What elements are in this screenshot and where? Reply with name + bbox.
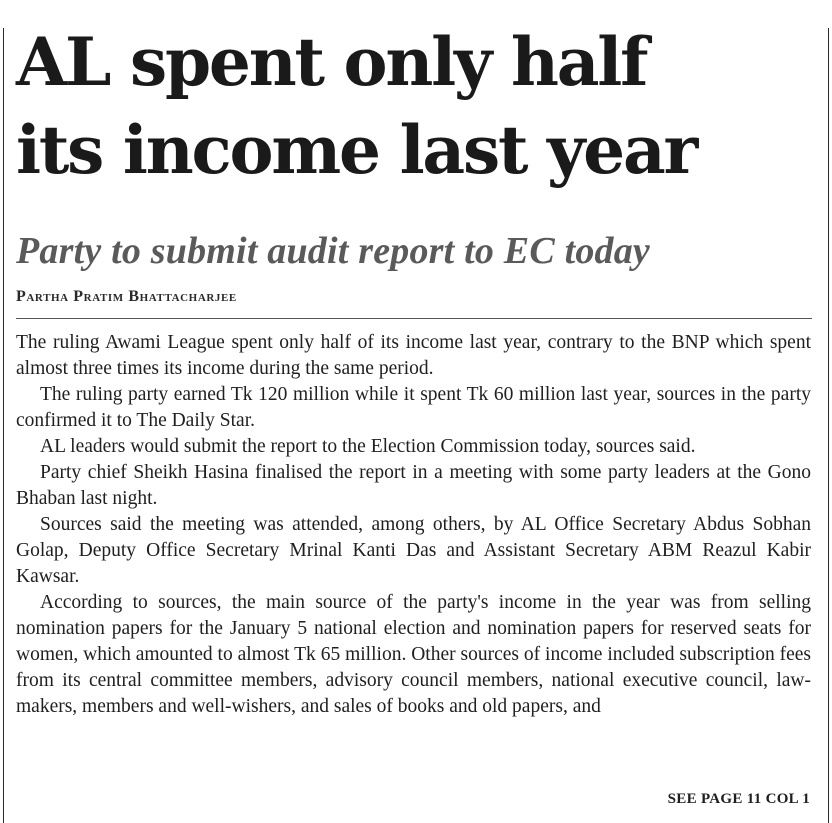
left-column-rule	[3, 28, 4, 823]
byline-divider	[16, 318, 812, 319]
subheadline: Party to submit audit report to EC today	[16, 230, 650, 272]
right-column-rule	[828, 28, 829, 823]
paragraph-1: The ruling Awami League spent only half of its income last year, contrary to the BNP which spent almost three times its income during the same period.	[16, 332, 811, 379]
paragraph-6: According to sources, the main source of the party's income in the year was from selling nomination papers for the January 5 national election and nomination papers for reserved seats for women, which amounted to almost Tk 65 million. Other sources of income included subscription fees from its central committee members, advisory council members, national executive council, lawmakers, members and well-wishers, and sales of books and old papers, and	[16, 592, 811, 717]
headline	[16, 18, 816, 194]
article-body	[16, 330, 811, 720]
paragraph-3: AL leaders would submit the report to the Election Commission today, sources said.	[40, 436, 696, 457]
byline: Partha Pratim Bhattacharjee	[16, 288, 237, 305]
headline-line-2: its income last year	[16, 111, 697, 189]
paragraph-2: The ruling party earned Tk 120 million while it spent Tk 60 million last year, sources in the party confirmed it to The Daily Star.	[16, 384, 811, 431]
headline-line-1: AL spent only half	[16, 23, 647, 101]
continuation-jump-line: SEE PAGE 11 COL 1	[667, 791, 810, 807]
paragraph-5: Sources said the meeting was attended, among others, by AL Office Secretary Abdus Sobhan Golap, Deputy Office Secretary Mrinal Kanti Das and Assistant Secretary ABM Reazul Kabir Kawsar.	[16, 514, 811, 587]
paragraph-4: Party chief Sheikh Hasina finalised the report in a meeting with some party leaders at the Gono Bhaban last night.	[16, 462, 811, 509]
